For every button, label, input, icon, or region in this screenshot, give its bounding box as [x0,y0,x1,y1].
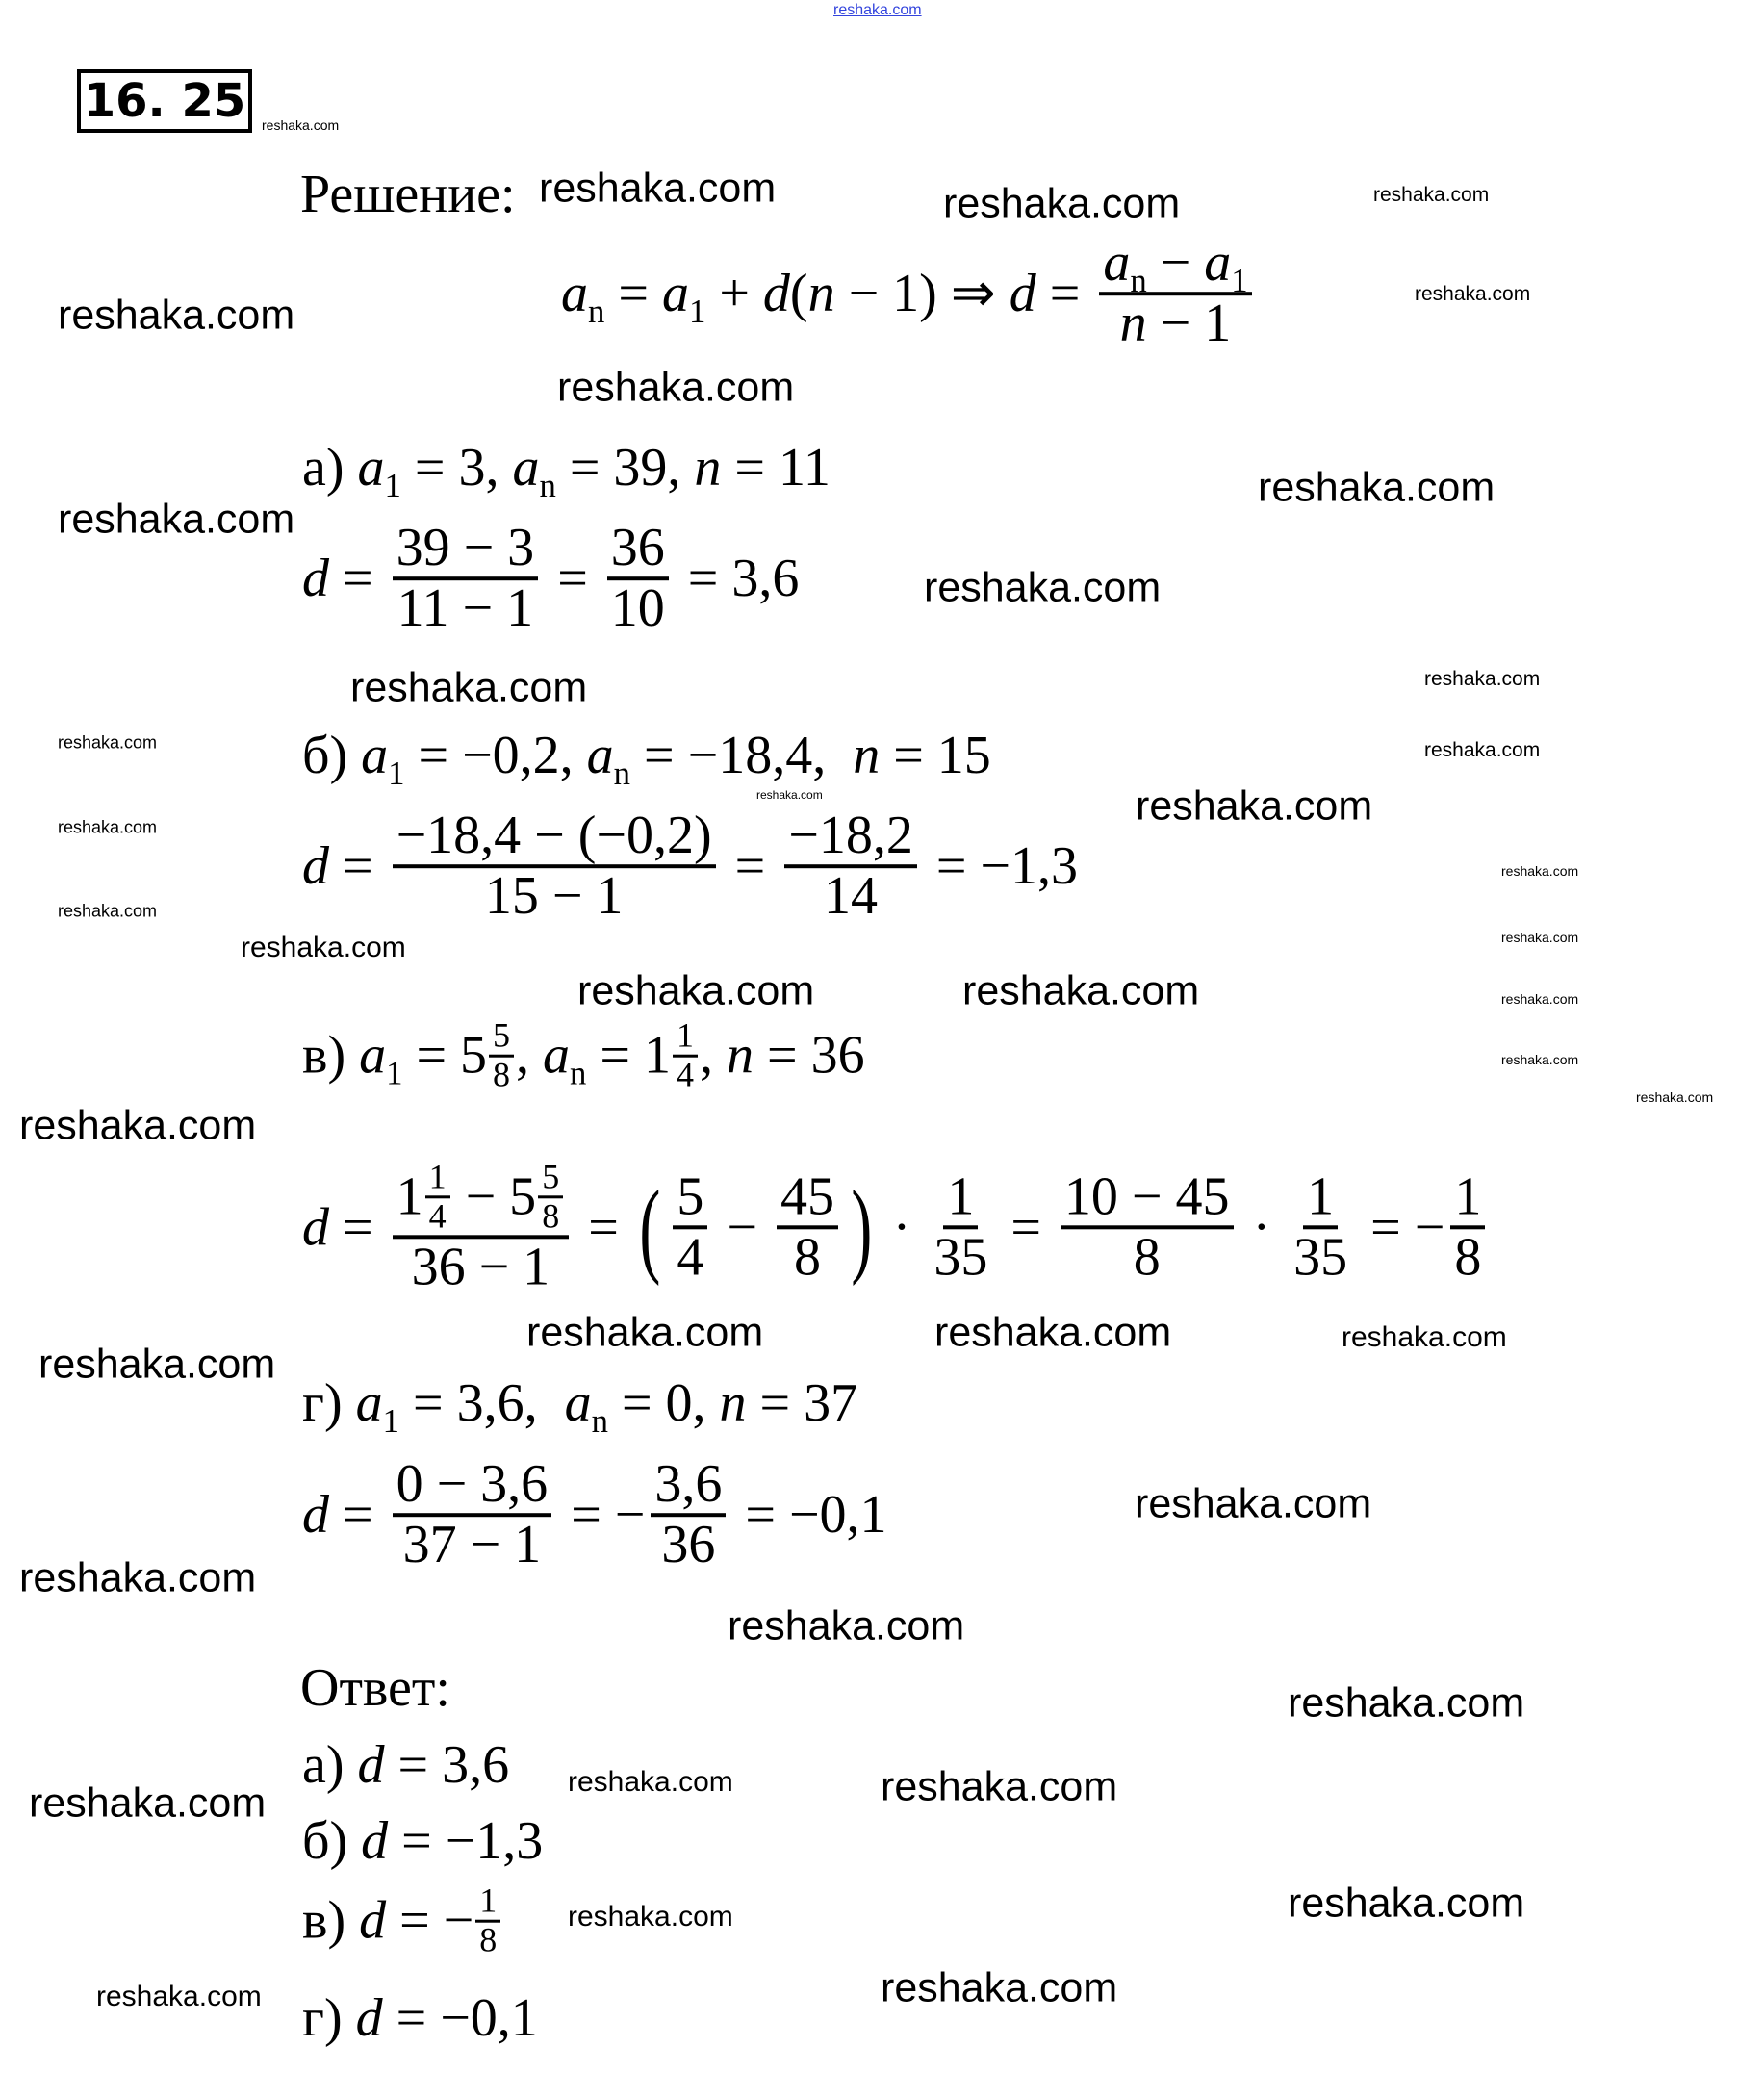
math-text: б) [302,1811,362,1871]
math-text: в) [302,1026,360,1086]
problem-number: 16. 25 [77,69,252,133]
fraction-numerator [651,1456,726,1517]
math-subscript: 1 [384,467,401,505]
fraction-denominator [394,580,538,637]
fraction-denominator [607,580,669,637]
math-fraction [651,1456,726,1574]
math-text: = [329,836,387,896]
fraction-denominator [820,868,882,925]
math-fraction [393,1456,552,1574]
math-variable: d [357,1735,385,1795]
math-text: 3,6 [654,1454,723,1515]
fraction-denominator [657,1517,719,1574]
answer-heading: Ответ: [300,1658,450,1718]
math-text: · [879,1196,925,1257]
math-text: = 3,6 [384,1735,510,1795]
math-text: − [713,1196,772,1257]
math-text: = 39, [555,438,695,498]
math-subscript: n [539,467,556,505]
watermark: reshaka.com [539,165,777,212]
math-text: г) [302,1988,356,2048]
watermark: reshaka.com [58,817,158,837]
fraction-numerator [393,520,539,580]
fraction-numerator [538,1159,563,1198]
math-text: 35 [933,1226,988,1287]
math-text: 39 − 3 [396,518,535,578]
fraction-denominator [673,1055,698,1094]
fraction-numerator [393,807,716,868]
math-fraction [607,520,669,637]
math-variable: d [1009,264,1036,323]
watermark: reshaka.com [557,364,795,411]
math-variable: $a_n$ [561,264,605,331]
watermark: reshaka.com [881,1964,1118,2011]
math-text: − 1 [1146,294,1232,353]
math-text: = − [1357,1196,1445,1257]
fraction-numerator [673,1015,698,1058]
math-variable: $a_1$ [359,1026,403,1093]
math-text: = 37 [746,1373,858,1433]
fraction-numerator [1061,1168,1234,1229]
math-text: 1 [677,1015,694,1055]
math-subscript: 1 [688,293,706,331]
math-subscript: n [588,293,605,331]
answer-v [302,1883,502,1959]
math-fraction [393,807,716,925]
math-fraction [1099,235,1251,352]
math-text: −18,2 [788,806,913,866]
fraction-denominator [1130,1226,1164,1287]
watermark: reshaka.com [1424,668,1541,690]
math-variable: d [302,1485,329,1545]
math-text: 4 [677,1226,704,1287]
math-variable: n [1119,294,1147,353]
math-variable: $a_n$ [1103,233,1147,300]
math-subscript: n [591,1402,608,1441]
math-variable: d [361,1811,389,1871]
math-text: = 0, [607,1373,720,1433]
math-fraction [784,807,917,925]
watermark: reshaka.com [1501,1052,1579,1067]
math-variable: $a_n$ [586,726,631,793]
math-text: = 3,6 [674,549,800,608]
math-text: = −1,3 [388,1811,544,1871]
part-a-given [302,437,831,505]
watermark: reshaka.com [58,732,158,753]
watermark: reshaka.com [1136,782,1373,830]
math-fraction [425,1159,450,1235]
math-text: 8 [794,1226,822,1287]
math-text: 8 [493,1055,511,1094]
watermark: reshaka.com [1373,184,1490,206]
watermark: reshaka.com [1424,739,1541,761]
part-g-calculation [302,1456,887,1574]
watermark: reshaka.com [1258,464,1496,511]
math-text: 1 [396,1166,423,1227]
math-variable: d [355,1988,383,2048]
answer-g [302,1987,538,2049]
math-variable: n [853,726,881,785]
math-text: = −1,3 [922,836,1078,896]
watermark: reshaka.com [19,1102,257,1149]
math-text: = 3,6, [398,1373,565,1433]
math-fraction [475,1883,500,1959]
math-text: = 15 [880,726,991,785]
math-variable: n [694,438,722,498]
math-text: 36 − 1 [411,1236,550,1296]
fraction-denominator [538,1198,563,1235]
math-text: в) [302,1891,360,1951]
watermark: reshaka.com [962,967,1200,1014]
watermark: reshaka.com [1415,283,1531,305]
math-text: 1 [1307,1166,1335,1227]
math-variable: n [727,1026,754,1086]
math-text: = − [557,1485,646,1545]
watermark: reshaka.com [1501,863,1579,879]
watermark: reshaka.com [1636,1089,1714,1105]
watermark: reshaka.com [241,932,406,963]
fraction-numerator [777,1168,838,1229]
watermark: reshaka.com [19,1554,257,1601]
math-variable: $a_n$ [543,1026,587,1093]
math-text: − [1146,233,1205,294]
math-subscript: 1 [1231,262,1248,300]
fraction-numerator [1450,1168,1485,1229]
math-text: 5 [493,1015,511,1055]
math-text: 8 [1454,1226,1482,1287]
top-site-link[interactable]: reshaka.com [833,2,922,18]
math-subscript: n [1130,262,1147,300]
fraction-denominator [1450,1226,1485,1287]
math-fraction [673,1168,707,1286]
math-variable: $a_1$ [1204,233,1248,300]
math-subscript: 1 [388,755,405,793]
math-fraction [538,1159,563,1235]
math-subscript: 1 [386,1055,403,1093]
watermark: reshaka.com [1288,1679,1525,1727]
math-subscript: 1 [382,1402,399,1441]
fraction-denominator [489,1055,514,1094]
solution-heading: Решение: [300,165,516,224]
fraction-denominator [930,1226,991,1287]
watermark: reshaka.com [924,564,1162,611]
math-text: − 5 [451,1166,537,1227]
fraction-numerator [489,1015,514,1058]
math-text: = 1 [586,1026,671,1086]
fraction-denominator [425,1198,450,1235]
part-a-calculation [302,520,799,637]
math-text: 4 [428,1196,447,1236]
fraction-numerator [784,807,917,868]
math-text: 35 [1293,1226,1348,1287]
math-fraction [1290,1168,1351,1286]
fraction-numerator [393,1456,552,1517]
math-text: ( [789,264,808,323]
math-text: = 36 [754,1026,865,1086]
math-text: = [1035,264,1094,323]
math-text: 11 − 1 [396,578,534,638]
math-variable: $a_1$ [357,438,401,505]
watermark: reshaka.com [350,664,588,711]
math-text: 8 [542,1196,560,1236]
math-subscript: n [570,1055,587,1093]
math-text: г) [302,1373,356,1433]
math-text: − 1) ⇒ [834,264,1010,324]
math-fraction [930,1168,991,1286]
math-variable: n [719,1373,747,1433]
math-variable: d [302,836,329,896]
math-text: = [329,1485,387,1545]
math-text: = −18,4, [630,726,854,785]
math-subscript: n [613,755,631,793]
math-fraction [1061,1168,1234,1286]
math-text: = −0,1 [731,1485,887,1545]
math-text: 1 [479,1881,498,1920]
fraction-numerator [943,1168,978,1229]
watermark: reshaka.com [943,180,1181,227]
fraction-numerator [425,1159,450,1198]
watermark: reshaka.com [756,788,823,802]
math-text: 0 − 3,6 [396,1454,549,1515]
math-text: 15 − 1 [484,866,624,926]
watermark: reshaka.com [1501,930,1579,945]
math-text: = 3, [400,438,513,498]
math-text: б) [302,726,362,785]
part-v-calculation [302,1159,1491,1294]
math-variable: $a_n$ [564,1373,608,1441]
watermark: reshaka.com [58,496,295,543]
math-text: 10 [610,578,665,638]
math-text: 1 [947,1166,975,1227]
math-fraction [393,520,539,637]
fraction-denominator [399,1517,546,1574]
watermark: reshaka.com [1342,1321,1507,1353]
math-text: 10 − 45 [1063,1166,1230,1227]
fraction-numerator [607,520,669,580]
math-text: 5 [542,1157,560,1196]
fraction-denominator [481,868,627,925]
math-fraction [393,1159,570,1294]
math-text: 1 [428,1157,447,1196]
math-text: 5 [677,1166,704,1227]
math-variable: $a_1$ [661,264,706,331]
math-text: · [1239,1196,1285,1257]
math-text: 8 [1133,1226,1161,1287]
math-text: −18,4 − (−0,2) [396,806,712,866]
math-text: = 11 [721,438,831,498]
fraction-denominator [673,1226,707,1287]
math-parenthesis: ) [851,1167,873,1286]
general-formula [561,235,1258,352]
part-b-given [302,725,991,793]
math-text: 37 − 1 [402,1515,542,1574]
math-text: а) [302,438,358,498]
part-b-calculation [302,807,1078,925]
math-text: 1 [1454,1166,1482,1227]
math-text: = [604,264,662,323]
math-text: = −0,2, [404,726,587,785]
math-text: = [575,1196,632,1257]
watermark: reshaka.com [58,292,295,339]
math-text: + [705,264,763,323]
fraction-numerator [1303,1168,1338,1229]
watermark: reshaka.com [568,1766,733,1798]
math-fraction [1450,1168,1485,1286]
math-fraction [673,1015,698,1094]
math-text: = [329,549,387,608]
watermark: reshaka.com [526,1309,764,1356]
math-text: , [700,1026,727,1086]
watermark: reshaka.com [728,1602,965,1650]
watermark: reshaka.com [568,1901,733,1933]
math-variable: $a_n$ [512,438,556,505]
math-fraction [489,1015,514,1094]
math-text: = 5 [402,1026,488,1086]
watermark: reshaka.com [1135,1480,1372,1527]
math-variable: $a_1$ [355,1373,399,1441]
watermark: reshaka.com [1288,1880,1525,1927]
math-variable: n [807,264,835,323]
fraction-numerator [475,1883,500,1923]
part-g-given [302,1372,858,1441]
math-variable: d [762,264,790,323]
math-text: = − [386,1891,474,1951]
math-text: = [721,836,780,896]
math-text: = [544,549,601,608]
math-parenthesis: ( [639,1167,661,1286]
fraction-denominator [475,1920,500,1959]
math-variable: d [302,549,329,608]
math-text: 4 [677,1055,694,1094]
fraction-denominator [1116,295,1236,352]
watermark: reshaka.com [934,1309,1172,1356]
math-text: 14 [824,866,879,926]
math-text: = [997,1196,1055,1257]
math-text: 36 [661,1515,716,1574]
math-text: = [329,1196,387,1257]
math-text: , [516,1026,544,1086]
math-variable: d [359,1891,387,1951]
answer-a [302,1734,509,1796]
watermark: reshaka.com [881,1763,1118,1810]
watermark: reshaka.com [1501,991,1579,1007]
watermark: reshaka.com [58,901,158,921]
math-text: 45 [780,1166,835,1227]
math-text: 8 [479,1920,498,1959]
watermark: reshaka.com [262,117,340,133]
fraction-denominator [408,1236,554,1296]
math-variable: d [302,1196,329,1257]
fraction-numerator [393,1159,570,1239]
math-text: а) [302,1735,358,1795]
watermark: reshaka.com [38,1341,276,1388]
answer-b [302,1810,543,1872]
math-fraction [777,1168,838,1286]
math-variable: $a_1$ [361,726,405,793]
math-text: 36 [610,518,665,578]
part-v-given [302,1015,865,1094]
watermark: reshaka.com [96,1981,262,2012]
watermark: reshaka.com [29,1779,267,1827]
watermark: reshaka.com [577,967,815,1014]
fraction-numerator [1099,233,1251,300]
math-text: = −0,1 [382,1988,538,2048]
fraction-denominator [790,1226,825,1287]
fraction-numerator [673,1168,707,1229]
fraction-denominator [1290,1226,1351,1287]
